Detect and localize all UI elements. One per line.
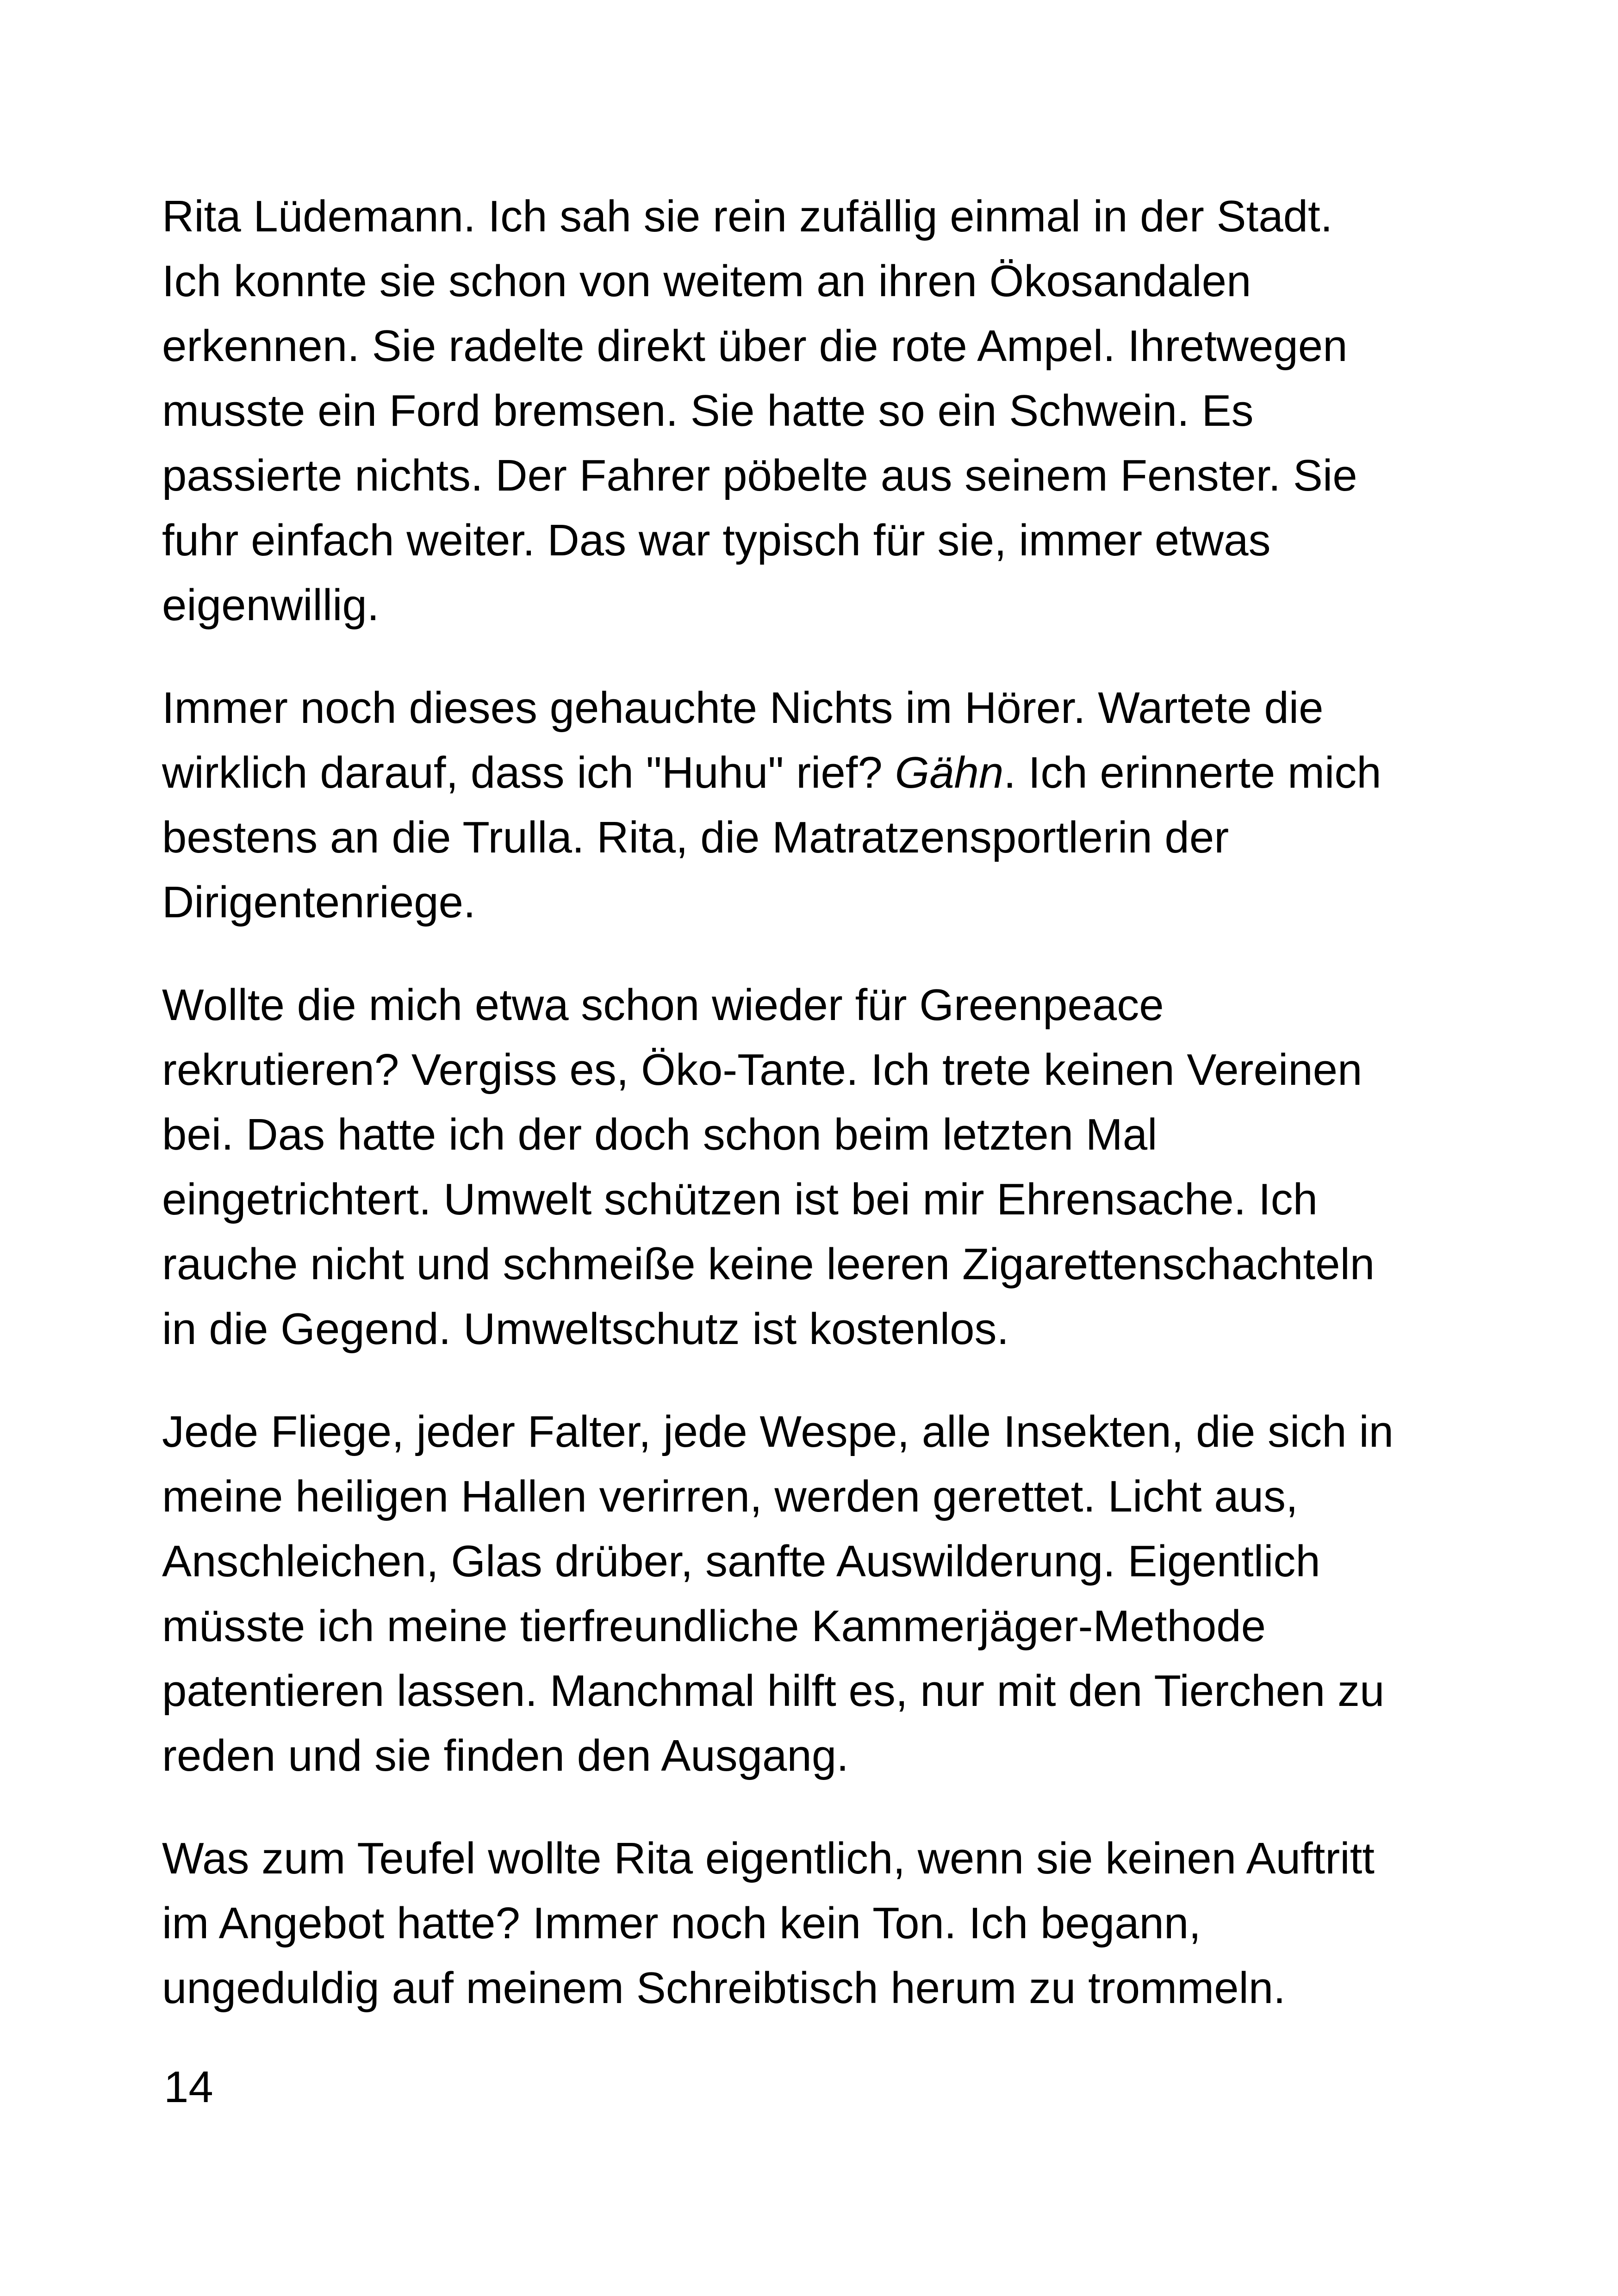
text-line: im Angebot hatte? Immer noch kein Ton. Ich begann,: [162, 1898, 1201, 1948]
text-line: eigenwillig.: [162, 580, 380, 630]
text-segment: . Ich erinnerte mich: [1003, 748, 1382, 797]
paragraph-2: [162, 676, 1486, 935]
text-line: reden und sie finden den Ausgang.: [162, 1731, 849, 1780]
text-line: erkennen. Sie radelte direkt über die rote Ampel. Ihretwegen: [162, 321, 1348, 371]
paragraph-4: [162, 1400, 1486, 1788]
text-segment: wirklich darauf, dass ich "Huhu" rief?: [162, 748, 895, 797]
text-line: patentieren lassen. Manchmal hilft es, nur mit den Tierchen zu: [162, 1666, 1385, 1716]
text-line: in die Gegend. Umweltschutz ist kostenlos.: [162, 1304, 1009, 1354]
body-text: [162, 184, 1486, 2059]
text-line: fuhr einfach weiter. Das war typisch für sie, immer etwas: [162, 516, 1271, 565]
text-line: Was zum Teufel wollte Rita eigentlich, wenn sie keinen Auftritt: [162, 1834, 1375, 1883]
paragraph-1: [162, 184, 1486, 638]
text-line: eingetrichtert. Umwelt schützen ist bei mir Ehrensache. Ich: [162, 1175, 1318, 1224]
text-line: bei. Das hatte ich der doch schon beim letzten Mal: [162, 1110, 1157, 1159]
paragraph-3: [162, 973, 1486, 1362]
paragraph-5: [162, 1826, 1486, 2021]
text-line: Anschleichen, Glas drüber, sanfte Auswilderung. Eigentlich: [162, 1537, 1320, 1586]
text-line: rekrutieren? Vergiss es, Öko-Tante. Ich trete keinen Vereinen: [162, 1045, 1363, 1095]
text-line: müsste ich meine tierfreundliche Kammerjäger-Methode: [162, 1601, 1266, 1651]
text-line: musste ein Ford bremsen. Sie hatte so ein Schwein. Es: [162, 386, 1254, 436]
text-line: Jede Fliege, jeder Falter, jede Wespe, alle Insekten, die sich in: [162, 1407, 1394, 1456]
text-line: Immer noch dieses gehauchte Nichts im Hörer. Wartete die: [162, 683, 1324, 733]
text-line: passierte nichts. Der Fahrer pöbelte aus seinem Fenster. Sie: [162, 451, 1357, 500]
text-line: meine heiligen Hallen verirren, werden gerettet. Licht aus,: [162, 1472, 1298, 1521]
text-line: Wollte die mich etwa schon wieder für Greenpeace: [162, 980, 1164, 1030]
page-number: 14: [164, 2062, 213, 2112]
emphasized-word: Gähn: [895, 748, 1004, 797]
text-line: Rita Lüdemann. Ich sah sie rein zufällig einmal in der Stadt.: [162, 192, 1333, 241]
text-line: ungeduldig auf meinem Schreibtisch herum zu trommeln.: [162, 1963, 1286, 2013]
text-line: Ich konnte sie schon von weitem an ihren Ökosandalen: [162, 256, 1251, 306]
text-line-with-emphasis: [162, 740, 1486, 805]
text-line: bestens an die Trulla. Rita, die Matratzensportlerin der: [162, 813, 1229, 862]
text-line: Dirigentenriege.: [162, 877, 476, 927]
text-line: rauche nicht und schmeiße keine leeren Zigarettenschachteln: [162, 1239, 1375, 1289]
